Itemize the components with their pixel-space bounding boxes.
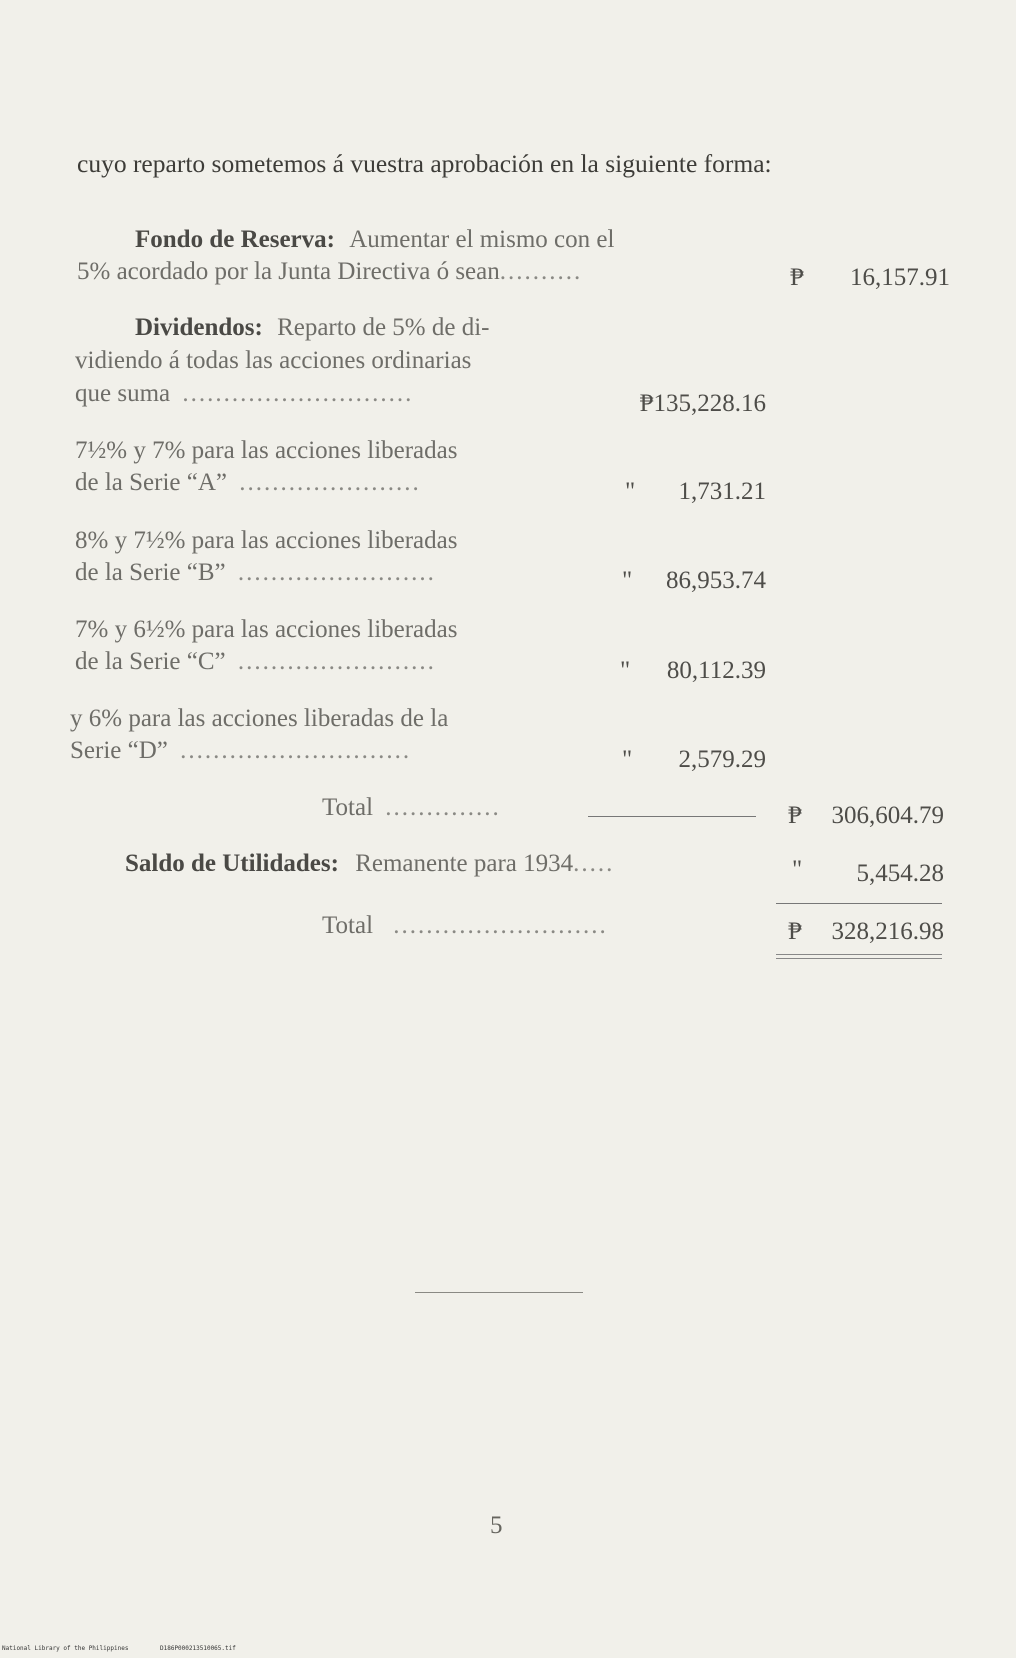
saldo-dots: ..... xyxy=(573,850,615,877)
serie-d-text-1: y 6% para las acciones liberadas de la xyxy=(70,705,449,732)
serie-a-line-2 xyxy=(75,467,421,498)
footer-left: National Library of the Philippines xyxy=(2,1645,129,1652)
serie-b-ditto: " xyxy=(622,567,633,594)
serie-c-ditto: " xyxy=(620,657,631,684)
dividendos-text-1: Reparto de 5% de di- xyxy=(277,314,490,341)
saldo-ditto: " xyxy=(792,856,803,883)
serie-c-text-1: 7% y 6½% para las acciones liberadas xyxy=(75,616,458,643)
serie-d-ditto: " xyxy=(622,746,633,773)
subtotal-rule xyxy=(776,903,942,904)
page-number: 5 xyxy=(490,1512,503,1539)
total1-label: Total xyxy=(322,794,374,821)
total2-dots: .......................... xyxy=(393,912,608,939)
saldo-amount: 5,454.28 xyxy=(856,860,944,887)
total2-label: Total xyxy=(322,912,374,939)
dividendos-label: Dividendos: xyxy=(135,314,263,341)
saldo-text: Remanente para 1934 xyxy=(355,850,574,877)
total1-dots: .............. xyxy=(385,794,501,821)
serie-c-dots: ........................ xyxy=(237,648,436,675)
serie-b-text-2: de la Serie “B” xyxy=(75,559,226,586)
fondo-text-2: 5% acordado por la Junta Directiva ó sean xyxy=(77,258,500,285)
total2-line xyxy=(322,910,608,941)
dividendos-text-3: que suma xyxy=(75,380,171,407)
fondo-label: Fondo de Reserva: xyxy=(135,226,335,253)
double-rule-top xyxy=(776,954,942,955)
serie-c-amount: 80,112.39 xyxy=(666,657,766,684)
serie-a-text-1: 7½% y 7% para las acciones liberadas xyxy=(75,437,458,464)
double-rule-bottom xyxy=(776,958,942,959)
serie-a-ditto: " xyxy=(625,478,636,505)
serie-a-amount: 1,731.21 xyxy=(678,478,766,505)
dividendos-line-3 xyxy=(75,378,413,409)
fondo-currency: ₱ xyxy=(790,264,804,291)
serie-b-text-1: 8% y 7½% para las acciones liberadas xyxy=(75,527,458,554)
serie-d-amount: 2,579.29 xyxy=(678,746,766,773)
serie-a-text-2: de la Serie “A” xyxy=(75,469,228,496)
total1-rule xyxy=(588,816,756,817)
footer-right: D186P000213510065.tif xyxy=(160,1645,236,1652)
saldo-line xyxy=(125,848,614,879)
dividendos-dots: ............................ xyxy=(182,380,414,407)
saldo-label: Saldo de Utilidades: xyxy=(125,850,339,877)
serie-c-line-2 xyxy=(75,646,436,677)
serie-b-dots: ........................ xyxy=(237,559,436,586)
serie-a-dots: ...................... xyxy=(239,469,421,496)
total1-currency: ₱ xyxy=(788,802,802,829)
fondo-line-1 xyxy=(135,224,614,255)
section-separator xyxy=(415,1292,583,1293)
total2-currency: ₱ xyxy=(788,918,802,945)
fondo-line-2 xyxy=(77,256,582,287)
serie-b-amount: 86,953.74 xyxy=(666,567,766,594)
dividendos-text-2: vidiendo á todas las acciones ordinarias xyxy=(75,347,472,374)
fondo-text-1: Aumentar el mismo con el xyxy=(349,226,615,253)
serie-d-line-2 xyxy=(70,735,411,766)
serie-c-text-2: de la Serie “C” xyxy=(75,648,226,675)
serie-b-line-2 xyxy=(75,557,436,588)
fondo-amount: 16,157.91 xyxy=(850,264,950,291)
dividendos-line-1 xyxy=(135,312,490,343)
total1-line xyxy=(322,792,501,823)
serie-d-dots: ............................ xyxy=(180,737,412,764)
total1-amount: 306,604.79 xyxy=(831,802,944,829)
intro-text: cuyo reparto sometemos á vuestra aprobación en la siguiente forma: xyxy=(77,149,772,178)
fondo-dots: .......... xyxy=(499,258,583,285)
total2-amount: 328,216.98 xyxy=(831,918,944,945)
dividendos-amount: ₱135,228.16 xyxy=(639,390,766,417)
serie-d-text-2: Serie “D” xyxy=(70,737,168,764)
